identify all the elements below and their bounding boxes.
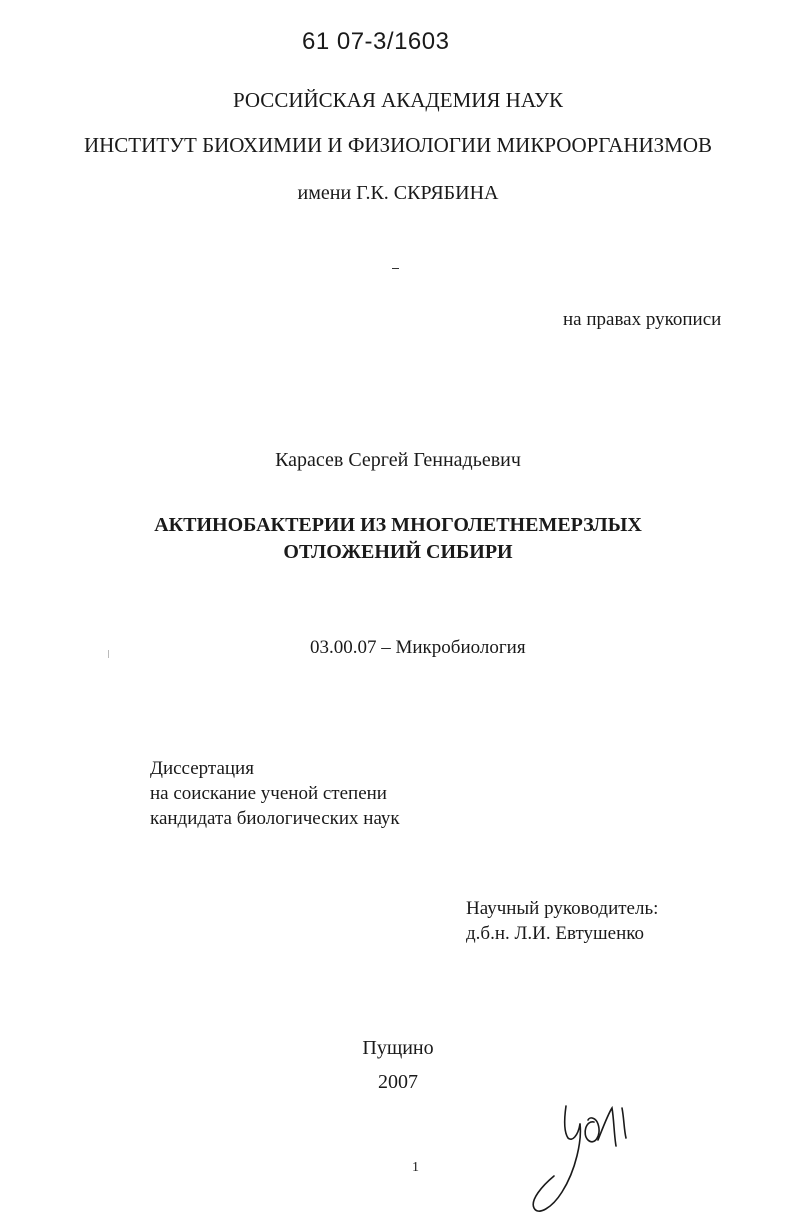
institute-name: ИНСТИТУТ БИОХИМИИ И ФИЗИОЛОГИИ МИКРООРГАНИЗМОВ: [83, 133, 713, 157]
city: Пущино: [362, 1037, 434, 1059]
author-name: Карасев Сергей Геннадьевич: [275, 449, 521, 471]
supervisor-label: Научный руководитель:: [466, 898, 659, 919]
dissertation-line-1: Диссертация: [150, 758, 254, 779]
academy-name: РОССИЙСКАЯ АКАДЕМИЯ НАУК: [232, 88, 564, 112]
rights-note: на правах рукописи: [563, 309, 722, 330]
institute-named-after: имени Г.К. СКРЯБИНА: [297, 182, 499, 204]
handwritten-signature: [528, 1100, 638, 1218]
page-number: 1: [412, 1160, 419, 1175]
dissertation-type: [150, 756, 400, 831]
scan-mark: [108, 650, 109, 658]
title-line-2: ОТЛОЖЕНИЙ СИБИРИ: [283, 541, 513, 563]
dissertation-line-3: кандидата биологических наук: [150, 808, 400, 829]
specialty-code: 03.00.07 – Микробиология: [310, 637, 526, 658]
stray-mark: [392, 268, 399, 269]
title-line-1: АКТИНОБАКТЕРИИ ИЗ МНОГОЛЕТНЕМЕРЗЛЫХ: [154, 514, 642, 536]
year: 2007: [378, 1071, 418, 1093]
dissertation-title: [0, 512, 796, 566]
supervisor-name: д.б.н. Л.И. Евтушенко: [466, 923, 645, 944]
supervisor-block: [466, 896, 658, 946]
catalog-number: 61 07-3/1603: [302, 28, 450, 55]
dissertation-line-2: на соискание ученой степени: [150, 783, 387, 804]
